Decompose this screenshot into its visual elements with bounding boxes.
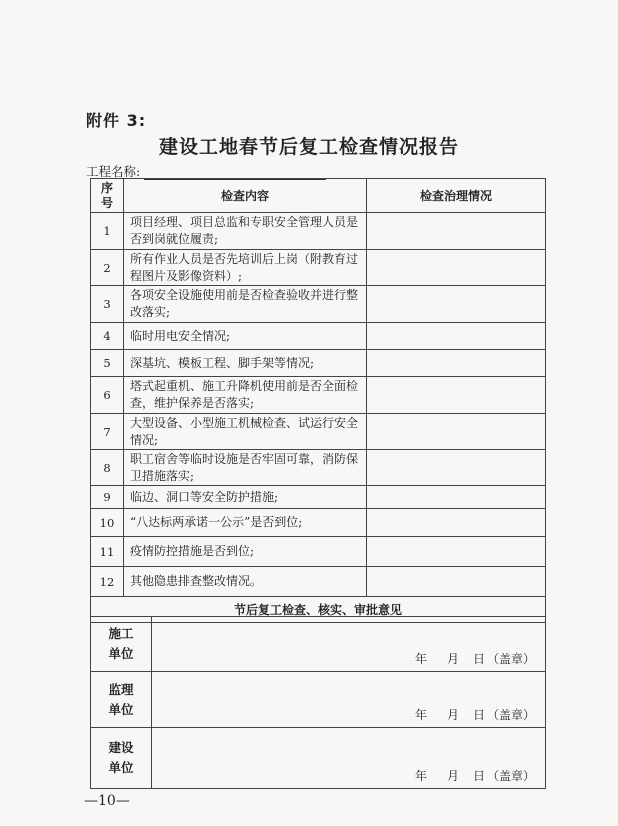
table-row [91, 323, 546, 350]
row-content: 疫情防控措施是否到位; [124, 537, 367, 567]
row-no: 3 [91, 286, 124, 323]
page-number: —10— [84, 793, 130, 809]
approval-row [91, 617, 546, 672]
row-content: 其他隐患排查整改情况。 [124, 567, 367, 597]
row-result-cell[interactable] [367, 486, 546, 509]
row-no: 11 [91, 537, 124, 567]
row-result-cell[interactable] [367, 350, 546, 377]
table-row [91, 509, 546, 537]
row-content: 大型设备、小型施工机械检查、试运行安全情况; [124, 414, 367, 450]
row-no: 6 [91, 377, 124, 414]
row-content: 所有作业人员是否先培训后上岗（附教育过程图片及影像资料）; [124, 250, 367, 286]
table-row [91, 350, 546, 377]
approval-table [90, 616, 546, 789]
row-no: 2 [91, 250, 124, 286]
table-row [91, 213, 546, 250]
row-result-cell[interactable] [367, 414, 546, 450]
table-row [91, 286, 546, 323]
unit-label: 建设 单位 [91, 728, 152, 789]
date-seal: 年 月 日 （盖章） [414, 708, 535, 722]
project-name-label: 工程名称: [86, 164, 141, 179]
approval-opinion-cell[interactable] [152, 728, 546, 789]
row-no: 10 [91, 509, 124, 537]
row-no: 7 [91, 414, 124, 450]
table-row [91, 486, 546, 509]
row-content: “八达标两承诺一公示”是否到位; [124, 509, 367, 537]
row-no: 12 [91, 567, 124, 597]
row-content: 临时用电安全情况; [124, 323, 367, 350]
row-result-cell[interactable] [367, 537, 546, 567]
inspection-table [90, 178, 546, 623]
header-result: 检查治理情况 [367, 179, 546, 213]
row-no: 4 [91, 323, 124, 350]
approval-opinion-cell[interactable] [152, 617, 546, 672]
unit-label: 监理 单位 [91, 672, 152, 728]
row-result-cell[interactable] [367, 377, 546, 414]
header-content: 检查内容 [124, 179, 367, 213]
row-content: 职工宿舍等临时设施是否牢固可靠，消防保卫措施落实; [124, 450, 367, 486]
table-row [91, 414, 546, 450]
header-no: 序 号 [91, 179, 124, 213]
row-content: 临边、洞口等安全防护措施; [124, 486, 367, 509]
approval-opinion-cell[interactable] [152, 672, 546, 728]
date-seal: 年 月 日 （盖章） [414, 769, 535, 783]
row-result-cell[interactable] [367, 450, 546, 486]
table-row [91, 250, 546, 286]
review-header: 节后复工检查、核实、审批意见 [91, 597, 546, 623]
unit-label: 施工 单位 [91, 617, 152, 672]
row-no: 8 [91, 450, 124, 486]
row-result-cell[interactable] [367, 250, 546, 286]
row-result-cell[interactable] [367, 567, 546, 597]
row-result-cell[interactable] [367, 509, 546, 537]
row-content: 塔式起重机、施工升降机使用前是否全面检查，维护保养是否落实; [124, 377, 367, 414]
row-content: 深基坑、模板工程、脚手架等情况; [124, 350, 367, 377]
table-header-row [91, 179, 546, 213]
row-no: 9 [91, 486, 124, 509]
approval-row [91, 672, 546, 728]
row-no: 5 [91, 350, 124, 377]
row-result-cell[interactable] [367, 286, 546, 323]
attachment-label: 附件 3: [86, 111, 147, 130]
row-content: 各项安全设施使用前是否检查验收并进行整改落实; [124, 286, 367, 323]
table-row [91, 450, 546, 486]
table-row [91, 537, 546, 567]
row-no: 1 [91, 213, 124, 250]
table-row [91, 567, 546, 597]
row-result-cell[interactable] [367, 323, 546, 350]
approval-row [91, 728, 546, 789]
table-row [91, 377, 546, 414]
row-result-cell[interactable] [367, 213, 546, 250]
date-seal: 年 月 日 （盖章） [414, 652, 535, 666]
row-content: 项目经理、项目总监和专职安全管理人员是否到岗就位履责; [124, 213, 367, 250]
page-title: 建设工地春节后复工检查情况报告 [158, 136, 459, 158]
